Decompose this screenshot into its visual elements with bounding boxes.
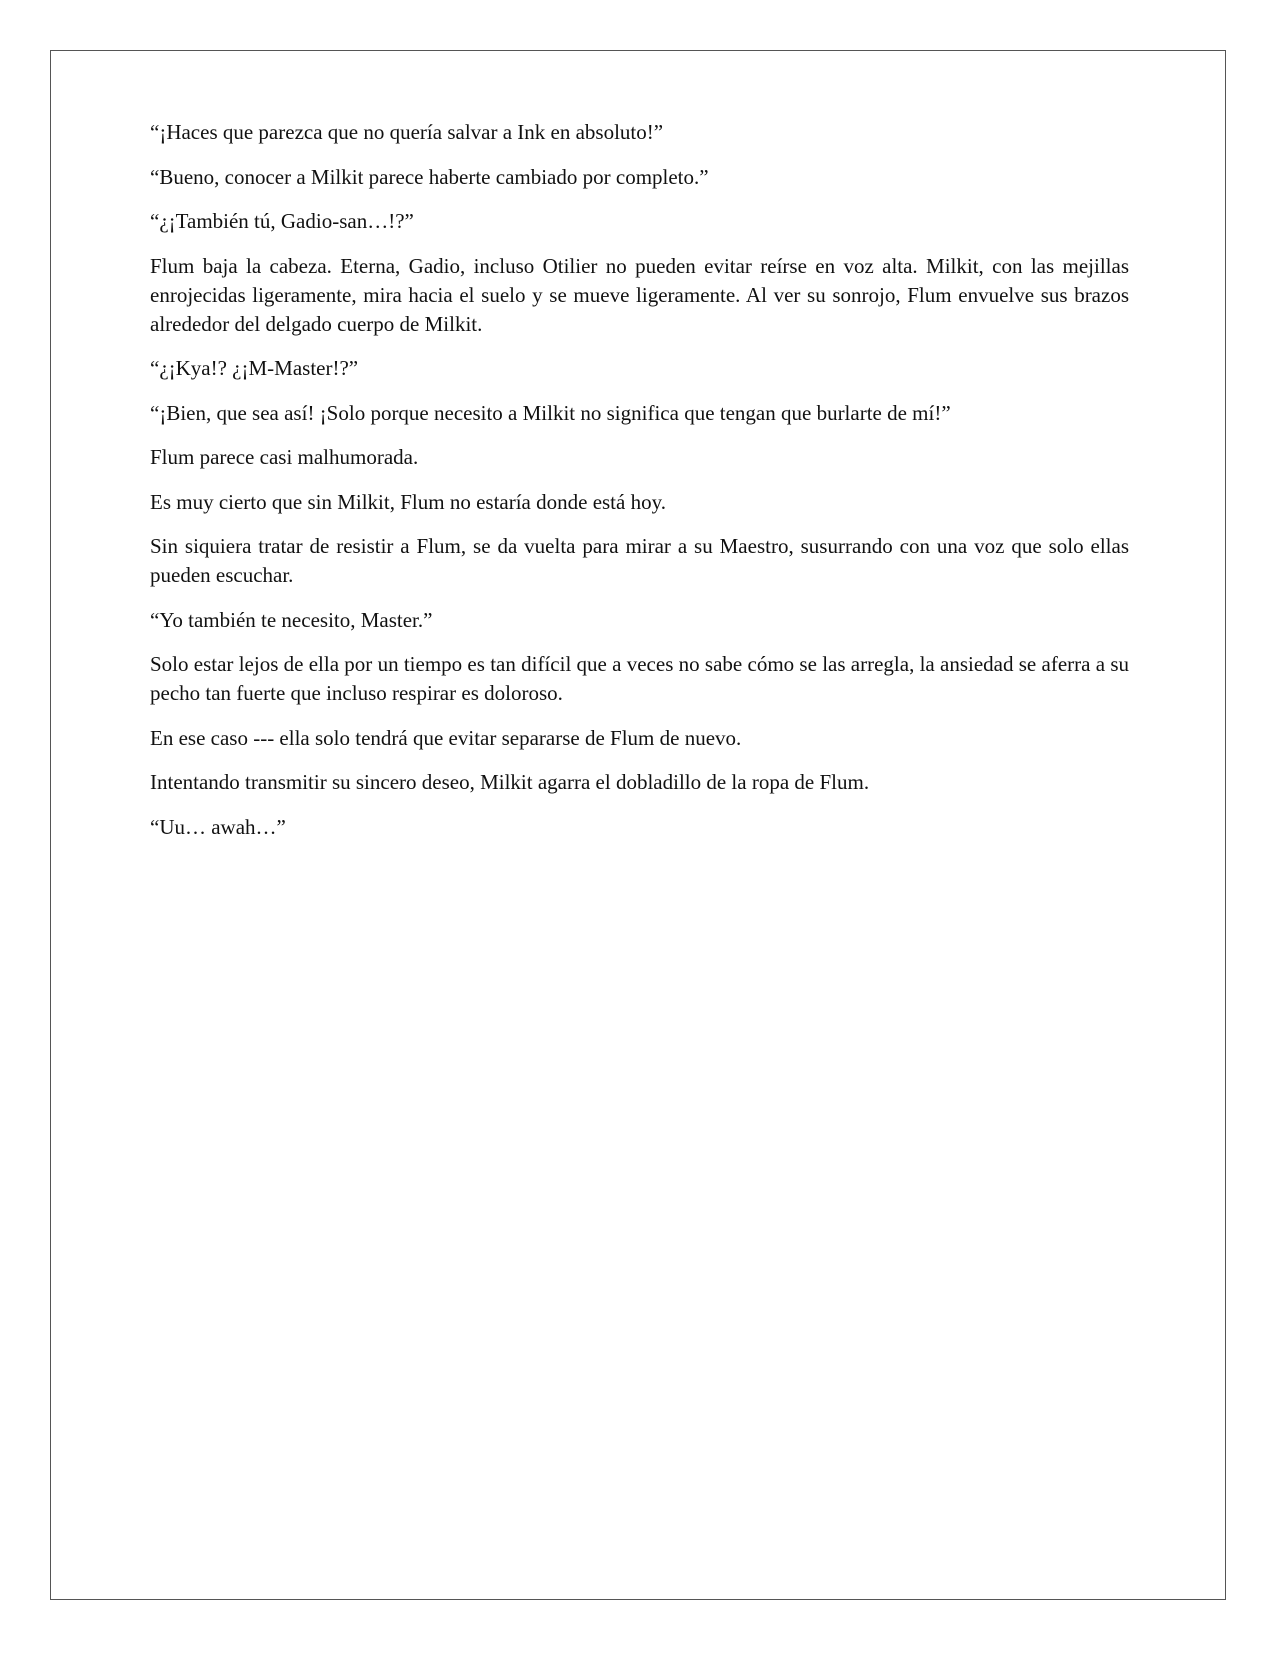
paragraph-1: “¡Haces que parezca que no quería salvar a Ink en absoluto!” bbox=[150, 120, 664, 144]
paragraph-7: Flum parece casi malhumorada. bbox=[150, 445, 419, 469]
paragraph-6: “¡Bien, que sea así! ¡Solo porque necesito a Milkit no significa que tengan que burlarte de mí!” bbox=[150, 400, 951, 425]
paragraph-8: Es muy cierto que sin Milkit, Flum no estaría donde está hoy. bbox=[150, 489, 666, 514]
paragraph-11: Solo estar lejos de ella por un tiempo es tan difícil que a veces no sabe cómo se las arregla, la ansiedad se aferra a su pecho tan fuerte que incluso respirar es doloroso. bbox=[150, 652, 1129, 705]
paragraph-2: “Bueno, conocer a Milkit parece haberte cambiado por completo.” bbox=[150, 164, 709, 189]
paragraph-10: “Yo también te necesito, Master.” bbox=[150, 607, 433, 632]
paragraph-14: “Uu… awah…” bbox=[150, 814, 286, 839]
paragraph-3: “¿¡También tú, Gadio-san…!?” bbox=[150, 209, 414, 233]
paragraph-5: “¿¡Kya!? ¿¡M-Master!?” bbox=[150, 356, 359, 380]
paragraph-13: Intentando transmitir su sincero deseo, Milkit agarra el dobladillo de la ropa de Flum. bbox=[150, 770, 870, 794]
page-frame bbox=[50, 50, 1226, 1600]
paragraph-9: Sin siquiera tratar de resistir a Flum, se da vuelta para mirar a su Maestro, susurrando con una voz que solo ellas pueden escuchar. bbox=[150, 534, 1129, 587]
paragraph-12: En ese caso --- ella solo tendrá que evitar separarse de Flum de nuevo. bbox=[150, 725, 742, 750]
document-body bbox=[150, 118, 1129, 857]
paragraph-4: Flum baja la cabeza. Eterna, Gadio, incluso Otilier no pueden evitar reírse en voz alta. Milkit, con las mejillas enrojecidas ligeramente, mira hacia el suelo y se mueve ligeramente. Al ver su sonrojo, Flum envuelve sus brazos alrededor del delgado cuerpo de Milkit. bbox=[150, 253, 1129, 336]
